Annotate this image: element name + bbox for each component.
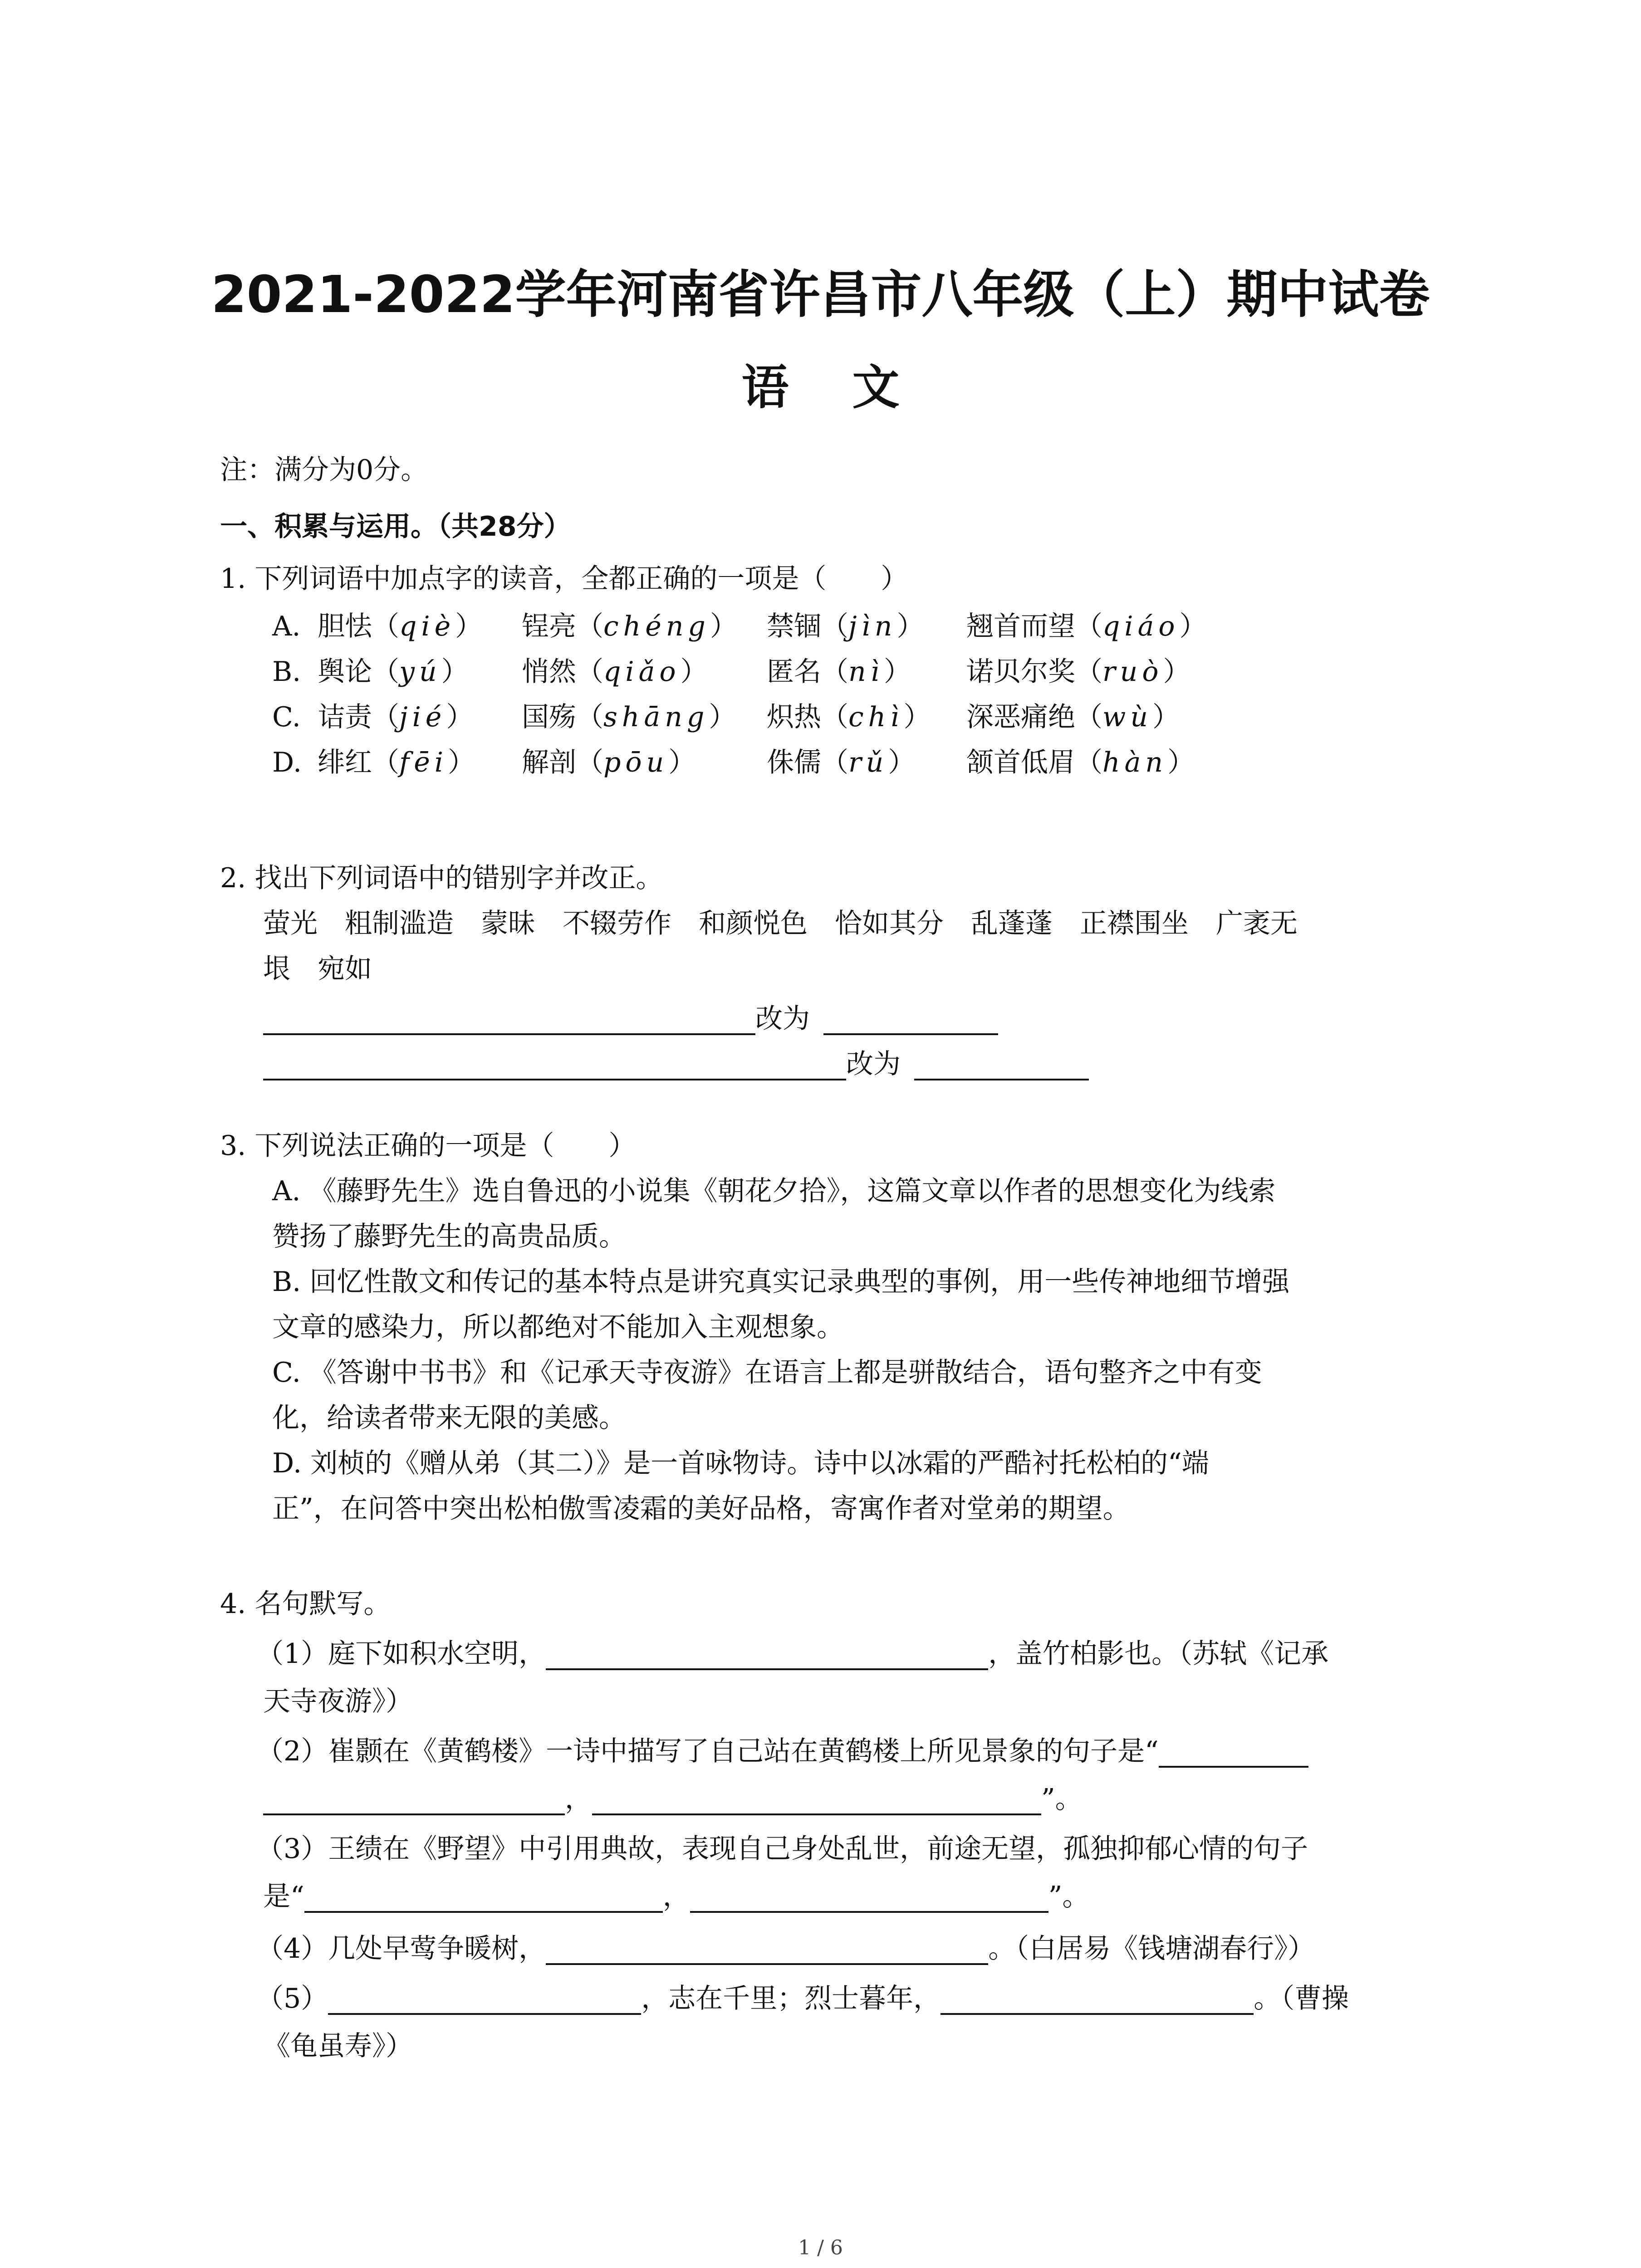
pinyin-text: chéng [603,611,710,642]
pinyin-text: fēi [399,747,448,778]
subject-title: 语文 [741,360,963,415]
q4-item-3-cont: 是“ ， ”。 [263,1881,1090,1912]
pinyin-text: qiǎo [603,656,681,688]
pinyin-text: pōu [603,747,669,778]
q1-word-item: 禁锢（jìn） [767,611,924,642]
q1-word-item: 颔首低眉（hàn） [966,747,1195,778]
q1-word-item: 锃亮（chéng） [522,611,737,642]
q3-option-b-line1: B. 回忆性散文和传记的基本特点是讲究真实记录典型的事例，用一些传神地细节增强 [272,1266,1290,1298]
q2-change-label-2: 改为 [846,1048,901,1080]
q2-stem: 2. 找出下列词语中的错别字并改正。 [220,862,663,894]
q2-correct-blank-1[interactable] [823,1005,998,1035]
q1-option-a[interactable] [272,610,1207,643]
q1-word-item: 诺贝尔奖（ruò） [966,656,1190,688]
pinyin-text: rǔ [848,747,888,778]
q1-option-label: A. [272,611,301,642]
q1-option-label: D. [272,747,302,778]
score-note: 注：满分为0分。 [220,454,428,486]
q2-answer-row-2 [263,1048,1089,1080]
q4-item-4: （4）几处早莺争暖树， 。（白居易《钱塘湖春行》） [256,1933,1315,1965]
q1-word-item: 炽热（chì） [767,701,931,733]
pinyin-text: qiáo [1102,611,1180,642]
q3-option-d-line1: D. 刘桢的《赠从弟（其二）》是一首咏物诗。诗中以冰霜的严酷衬托松柏的“端 [272,1447,1209,1479]
q2-words-line2: 垠 宛如 [263,953,372,985]
q4-blank-2b[interactable] [263,1785,565,1815]
q4-blank-1[interactable] [546,1640,988,1670]
q2-answer-row-1 [263,1002,998,1035]
q1-word-item: 绯红（fēi） [318,747,475,778]
q1-word-item: 国殇（shāng） [522,701,736,733]
q3-option-c-line1: C. 《答谢中书书》和《记承天寺夜游》在语言上都是骈散结合，语句整齐之中有变 [272,1357,1262,1388]
pinyin-text: wù [1102,701,1152,733]
pinyin-text: hàn [1102,747,1168,778]
pinyin-text: jìn [848,611,897,642]
q3-option-c-line2: 化，给读者带来无限的美感。 [272,1402,626,1434]
q4-blank-3b[interactable] [690,1883,1048,1913]
pinyin-text: yú [399,656,441,688]
q1-word-item: 舆论（yú） [318,656,469,688]
q1-word-item: 翘首而望（qiáo） [966,611,1207,642]
q1-option-label: C. [272,701,301,733]
q1-word-item: 诘责（jié） [318,701,474,733]
q1-word-item: 解剖（pōu） [522,747,696,778]
q4-item-1-source: 天寺夜游》） [263,1686,413,1717]
pinyin-text: chì [848,701,904,733]
q1-word-item: 胆怯（qiè） [318,611,483,642]
pinyin-text: jié [399,701,446,733]
q1-word-item: 匿名（nì） [767,656,911,688]
q2-wrong-blank-2[interactable] [263,1051,846,1080]
exam-title: 2021-2022学年河南省许昌市八年级（上）期中试卷 [211,265,1430,324]
q3-option-a-line1: A. 《藤野先生》选自鲁迅的小说集《朝花夕拾》，这篇文章以作者的思想变化为线索 [272,1175,1276,1207]
q3-stem: 3. 下列说法正确的一项是（ ） [220,1130,636,1162]
q4-item-5: （5） ，志在千里；烈士暮年， 。（曹操 [256,1983,1349,2014]
q3-option-b-line2: 文章的感染力，所以都绝对不能加入主观想象。 [272,1311,844,1343]
q2-words-line1: 萤光 粗制滥造 蒙昧 不辍劳作 和颜悦色 恰如其分 乱蓬蓬 正襟围坐 广袤无 [263,908,1298,939]
q4-item-3: （3）王绩在《野望》中引用典故，表现自己身处乱世，前途无望，孤独抑郁心情的句子 [256,1833,1308,1865]
q4-blank-2a[interactable] [1159,1738,1308,1768]
q1-word-item: 侏儒（rǔ） [767,747,916,778]
q4-item-2-cont: ， ”。 [263,1783,1083,1815]
pinyin-text: ruò [1102,656,1163,688]
q3-option-a-line2: 赞扬了藤野先生的高贵品质。 [272,1221,626,1252]
q4-blank-5b[interactable] [941,1985,1254,2015]
q2-correct-blank-2[interactable] [914,1051,1089,1080]
q4-item-5-source: 《龟虽寿》） [263,2030,413,2062]
q4-blank-3a[interactable] [304,1883,663,1913]
q1-word-item: 深恶痛绝（wù） [966,701,1180,733]
pinyin-text: nì [848,656,884,688]
q2-change-label-1: 改为 [755,1003,810,1035]
q4-item-2: （2）崔颢在《黄鹤楼》一诗中描写了自己站在黄鹤楼上所见景象的句子是“ [256,1735,1308,1768]
q1-option-label: B. [272,656,301,688]
page-number: 1 / 6 [798,2236,843,2259]
q1-stem: 1. 下列词语中加点字的读音，全都正确的一项是（ ） [220,563,908,595]
q1-option-b[interactable] [272,655,1190,688]
q1-word-item: 悄然（qiǎo） [522,656,708,688]
pinyin-text: shāng [603,701,709,733]
q4-stem: 4. 名句默写。 [220,1588,391,1620]
q4-blank-4[interactable] [546,1935,988,1965]
q4-blank-2c[interactable] [592,1785,1041,1815]
section-heading: 一、积累与运用。（共28分） [220,511,571,543]
q1-option-c[interactable] [272,701,1180,733]
pinyin-text: qiè [399,611,456,642]
q4-blank-5a[interactable] [328,1985,641,2015]
q1-option-d[interactable] [272,746,1195,779]
q4-item-1: （1）庭下如积水空明， ，盖竹柏影也。（苏轼《记承 [256,1638,1329,1670]
q2-wrong-blank-1[interactable] [263,1005,755,1035]
q3-option-d-line2: 正”，在问答中突出松柏傲雪凌霜的美好品格，寄寓作者对堂弟的期望。 [272,1493,1130,1525]
